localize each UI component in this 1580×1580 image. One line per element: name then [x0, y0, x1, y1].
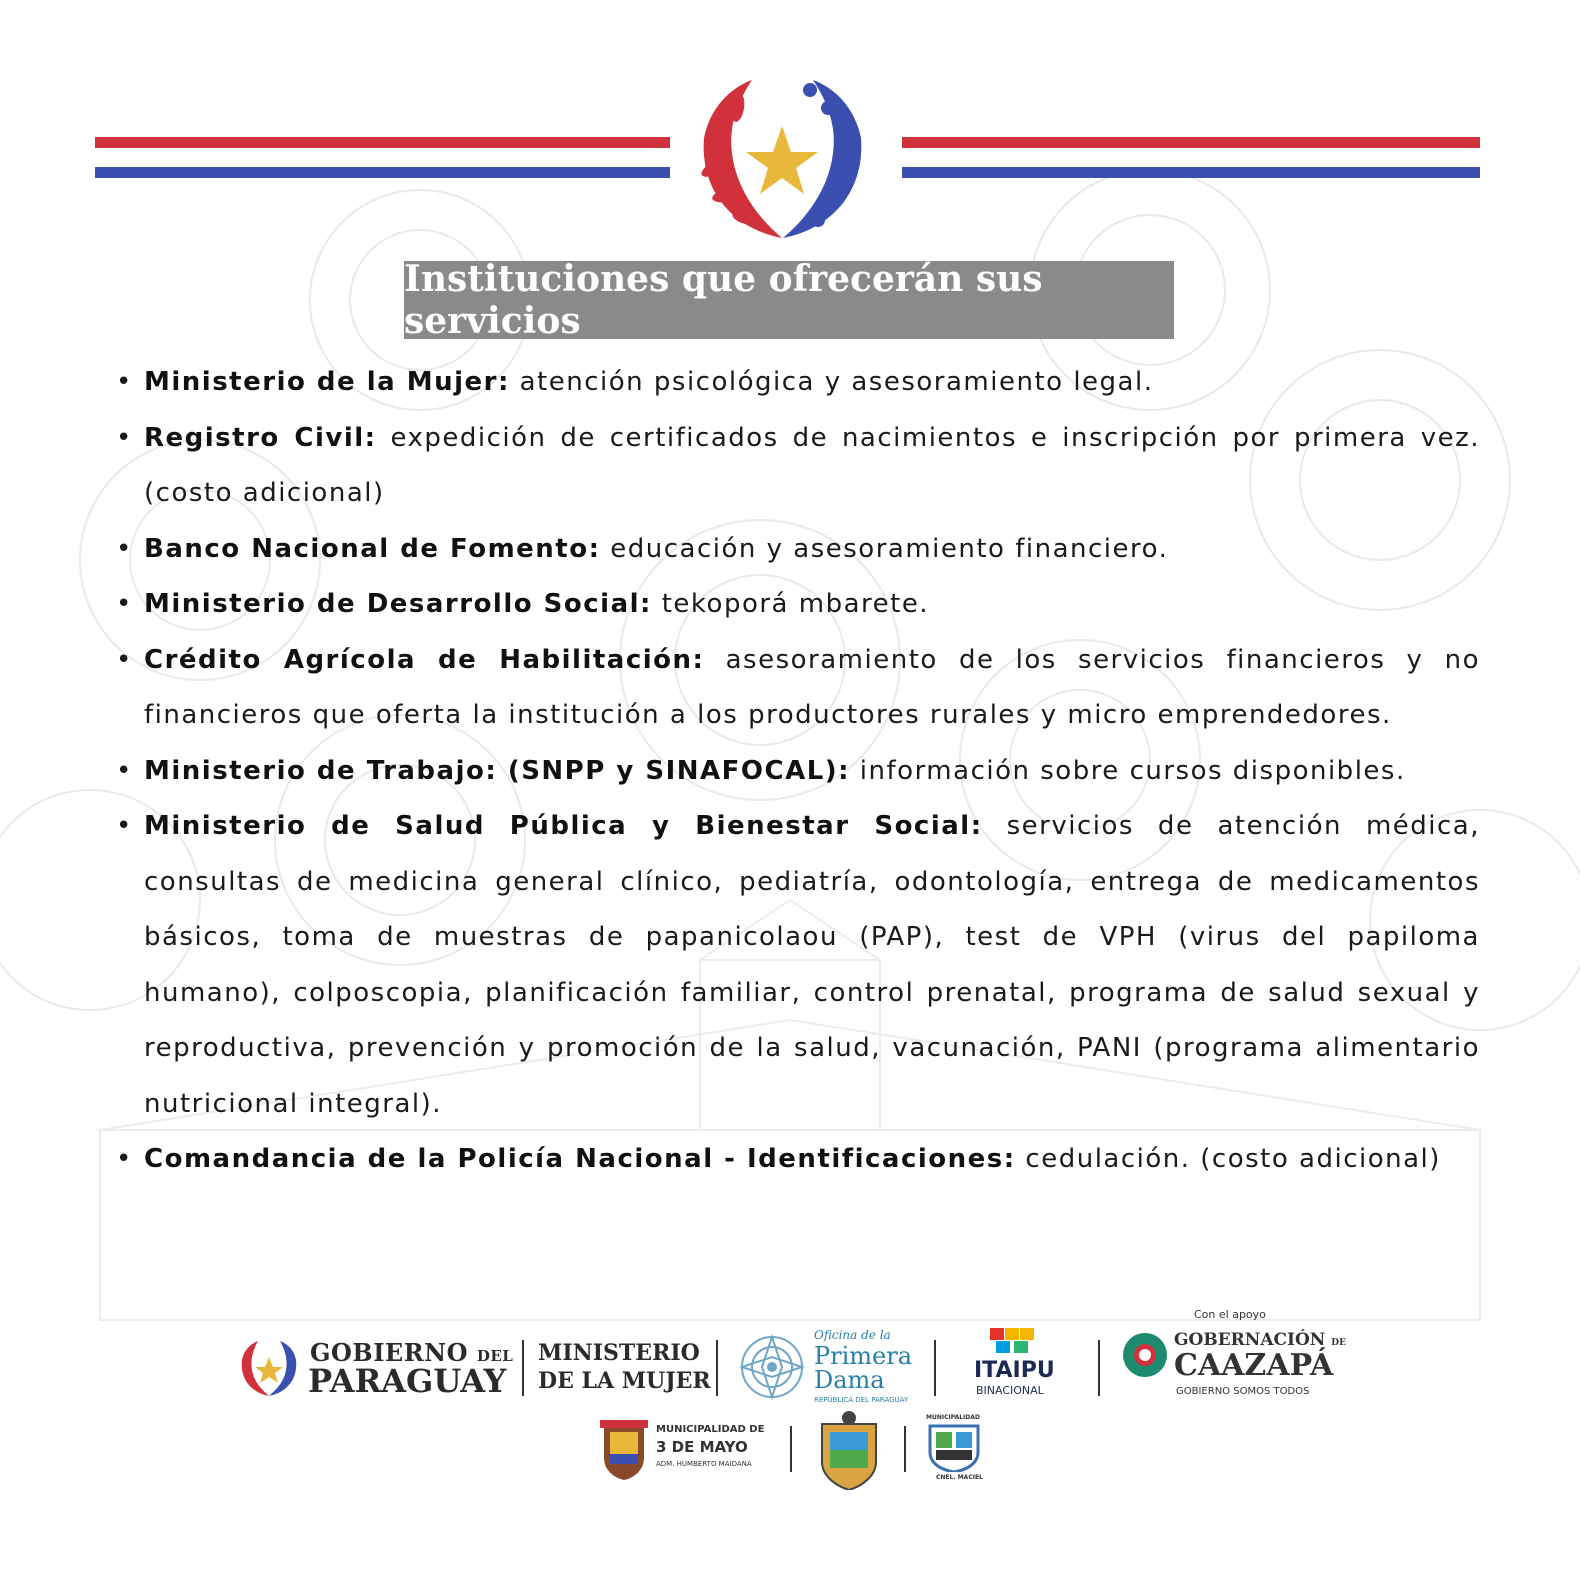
primera-dama-l2: Dama [814, 1366, 885, 1394]
institution-name: Banco Nacional de Fomento: [144, 533, 601, 564]
list-item [116, 411, 1480, 522]
paraguay-emblem-icon [690, 78, 875, 243]
gobierno-del: DEL [476, 1347, 514, 1365]
list-item [116, 522, 1480, 578]
itaipu-name: ITAIPU [974, 1358, 1055, 1383]
institution-name: Ministerio de la Mujer: [144, 367, 510, 397]
municipal-seal-icon [818, 1410, 880, 1490]
logo-separator [904, 1426, 906, 1472]
institutions-list [116, 355, 1480, 1188]
gold-star-icon [746, 126, 818, 194]
maciel-top: MUNICIPALIDAD [926, 1414, 980, 1421]
muni-line1: MUNICIPALIDAD DE [656, 1424, 765, 1435]
logo-separator [1098, 1340, 1100, 1396]
caazapa-sub: GOBIERNO SOMOS TODOS [1176, 1386, 1310, 1397]
gobernacion-name: GOBERNACIÓN [1174, 1330, 1326, 1350]
muni-line3: ADM. HUMBERTO MAIDANA [656, 1460, 752, 1468]
stripe-blue-right [902, 167, 1480, 178]
section-title-box [404, 258, 1174, 342]
municipalidad-3-de-mayo-seal-icon [600, 1418, 648, 1480]
list-item [116, 355, 1480, 411]
maciel-bottom: CNEL. MACIEL [936, 1474, 983, 1481]
institution-services: expedición de certificados de nacimientos e inscripción por primera vez. (costo adicional) [144, 422, 1481, 508]
con-apoyo-label: Con el apoyo [1194, 1308, 1266, 1321]
cnel-maciel-seal-icon [928, 1424, 980, 1472]
caazapa-emblem-icon [1122, 1332, 1168, 1378]
gobernacion-de: DE [1331, 1338, 1346, 1348]
primera-dama-emblem-icon [737, 1332, 807, 1402]
logo-separator [522, 1340, 524, 1396]
ministerio-line2: DE LA MUJER [538, 1368, 711, 1394]
primera-dama-l1: Primera [814, 1342, 913, 1370]
itaipu-logo-icon [990, 1328, 1034, 1354]
institution-services: servicios de atención médica, consultas de medicina general clínico, pediatría, odontología, entrega de medicamentos básicos, toma de muestras de papanicolaou (PAP), test de VPH (virus del papiloma humano), colposcopia, planificación familiar, control prenatal, programa de salud sexual y reproductiva, prevención y promoción de la salud, vacunación, PANI (programa alimentario nutricional integral). [144, 811, 1480, 1119]
ministerio-line1: MINISTERIO [538, 1340, 700, 1366]
institution-name: Comandancia de la Policía Nacional - Identificaciones: [144, 1144, 1016, 1174]
muni-line2: 3 DE MAYO [656, 1438, 748, 1456]
institution-services: cedulación. (costo adicional) [1015, 1144, 1441, 1174]
logo-separator [934, 1340, 936, 1396]
list-item [116, 577, 1480, 633]
institution-name: Ministerio de Desarrollo Social: [144, 589, 652, 619]
itaipu-sub: BINACIONAL [976, 1384, 1044, 1397]
footer-logos [0, 1310, 1580, 1510]
logo-separator [716, 1340, 718, 1396]
institution-name: Crédito Agrícola de Habilitación: [144, 644, 705, 675]
stripe-blue-left [95, 167, 670, 178]
stripe-red-right [902, 137, 1480, 148]
stripe-red-left [95, 137, 670, 148]
gobierno-paraguay-emblem-icon [238, 1340, 300, 1398]
gobierno-line2: PARAGUAY [308, 1362, 507, 1400]
primera-dama-sub: REPÚBLICA DEL PARAGUAY [814, 1396, 909, 1404]
institution-name: Registro Civil: [144, 422, 377, 453]
institution-name: Ministerio de Salud Pública y Bienestar Social: [144, 811, 983, 841]
institution-services: asesoramiento de los servicios financieros y no financieros que oferta la institución a los productores rurales y micro emprendedores. [144, 644, 1481, 730]
section-title: Instituciones que ofrecerán sus servicios [404, 258, 1043, 342]
institution-services: tekoporá mbarete. [651, 589, 930, 619]
institution-name: Ministerio de Trabajo: (SNPP y SINAFOCAL): [144, 755, 851, 786]
list-item [116, 799, 1480, 1132]
primera-dama-pre: Oficina de la [814, 1328, 891, 1342]
list-item [116, 744, 1480, 800]
institution-services: educación y asesoramiento financiero. [600, 533, 1169, 564]
gobierno-line1: GOBIERNO [310, 1338, 468, 1367]
list-item [116, 633, 1480, 744]
caazapa-name: CAAZAPÁ [1174, 1348, 1334, 1383]
logo-separator [790, 1426, 792, 1472]
institution-services: atención psicológica y asesoramiento legal. [509, 367, 1154, 397]
institution-services: información sobre cursos disponibles. [850, 755, 1406, 786]
list-item [116, 1132, 1480, 1188]
